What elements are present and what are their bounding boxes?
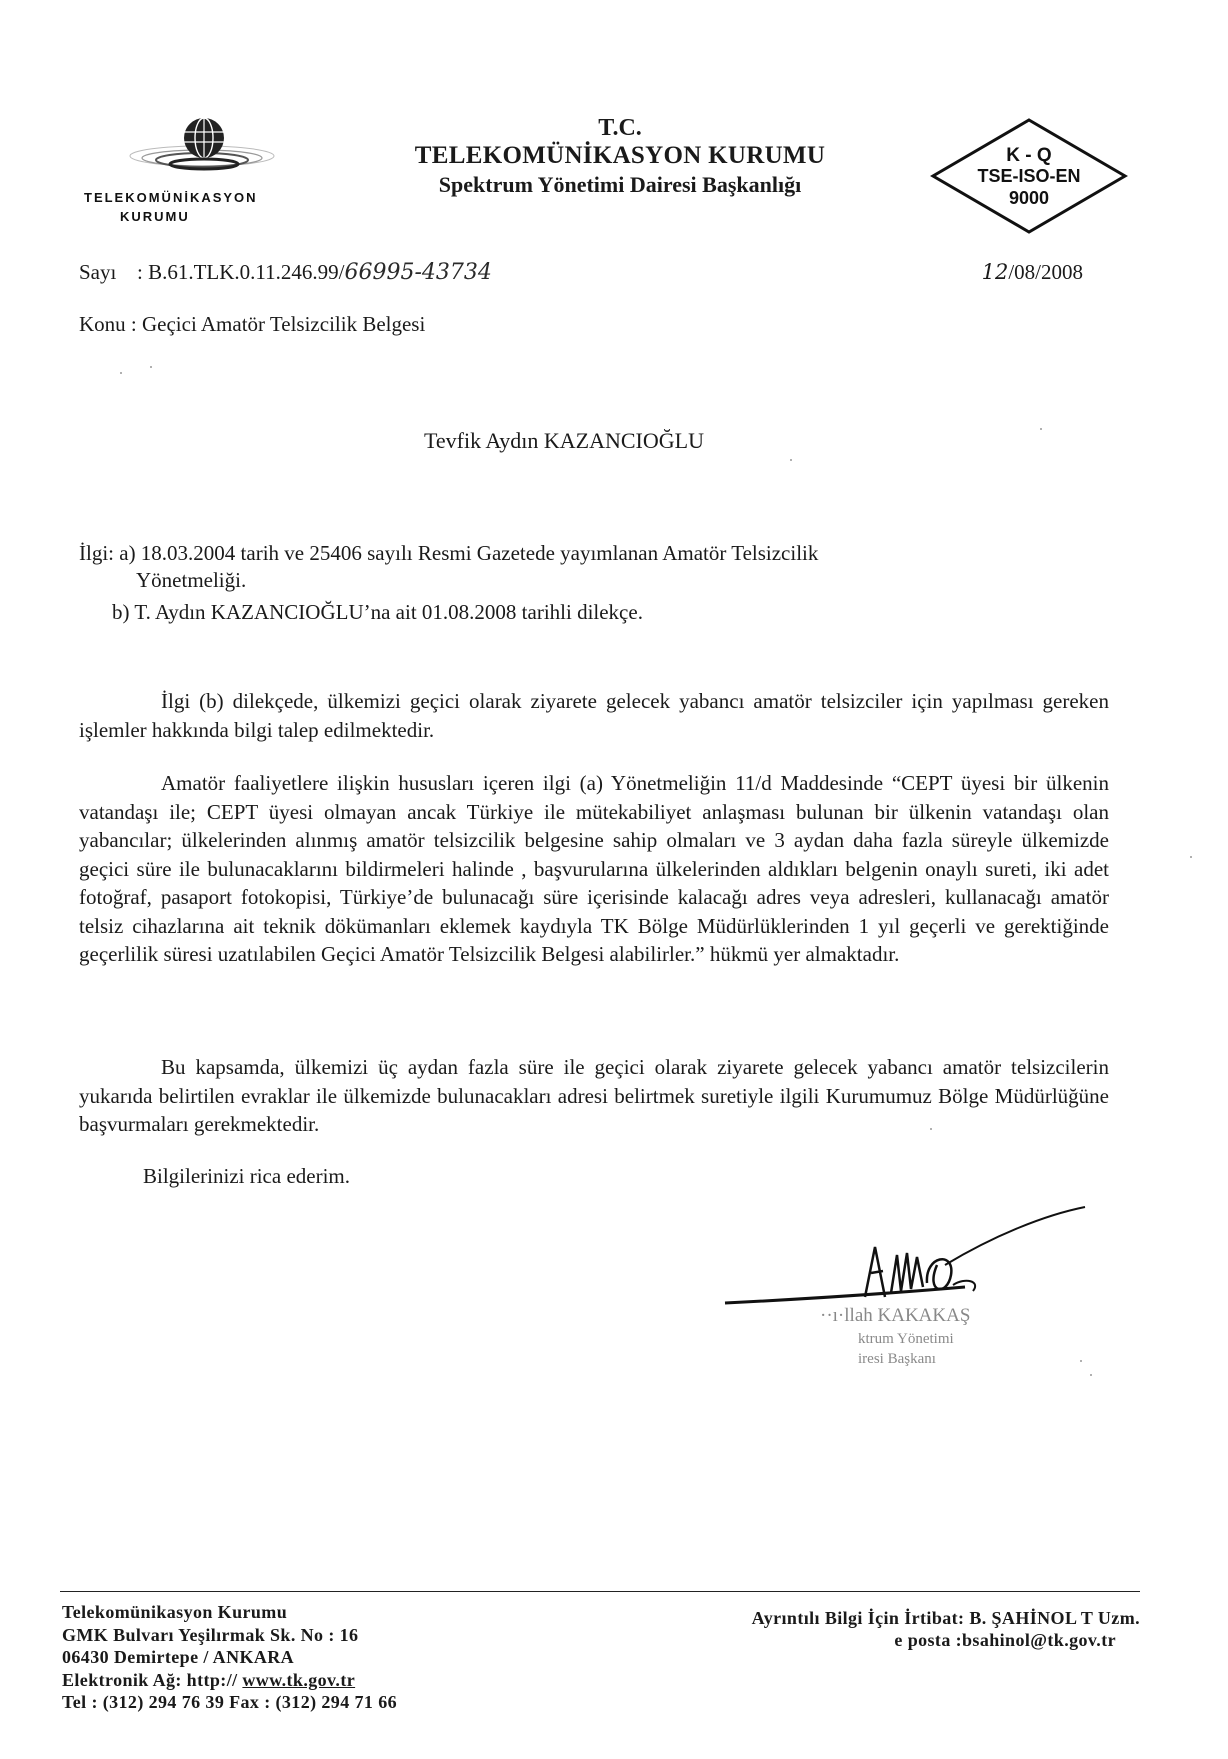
footer-street: GMK Bulvarı Yeşilırmak Sk. No : 16 xyxy=(62,1624,359,1645)
signatory-title-line1: ktrum Yönetimi xyxy=(858,1331,954,1347)
logo-text-line2: KURUMU xyxy=(120,209,190,224)
scan-speck xyxy=(1080,1360,1082,1362)
header-organization: TELEKOMÜNİKASYON KURUMU xyxy=(414,142,826,169)
paragraph-3-text: Bu kapsamda, ülkemizi üç aydan fazla süre ile geçici olarak ziyarete gelecek yabancı amatör telsizcilerin yukarıda belirtilen evraklar ile ülkemizde bulunacakları adresi belirtmek suretiyle ilgili Kurumumuz Bölge Müdürlüğüne başvurmaları gerekmektedir. xyxy=(79,1055,1109,1136)
reference-value: : B.61.TLK.0.11.246.99/ xyxy=(137,260,345,284)
paragraph-1-text: İlgi (b) dilekçede, ülkemizi geçici olarak ziyarete gelecek yabancı amatör telsizciler için yapılması gereken işlemler hakkında bilgi talep edilmektedir. xyxy=(79,689,1109,742)
signatory-name: ··ı·llah KAKAKAŞ xyxy=(820,1305,971,1326)
reference-label: Sayı xyxy=(79,260,117,284)
recipient-name: Tevfik Aydın KAZANCIOĞLU xyxy=(424,428,704,453)
scan-speck xyxy=(120,372,122,374)
date-rest: /08/2008 xyxy=(1008,260,1083,284)
scan-speck xyxy=(1040,428,1042,430)
footer-web xyxy=(62,1669,397,1692)
subject-line: Konu : Geçici Amatör Telsizcilik Belgesi xyxy=(79,312,426,336)
reference-a-line2: Yönetmeliği. xyxy=(136,568,247,592)
footer-tel-fax: Tel : (312) 294 76 39 Fax : (312) 294 71 66 xyxy=(62,1692,398,1712)
logo-text-line1: TELEKOMÜNİKASYON xyxy=(84,190,258,205)
paragraph-3 xyxy=(79,1053,1109,1139)
document-date xyxy=(982,258,1083,287)
paragraph-2 xyxy=(79,769,1109,969)
reference-handwritten: 66995-43734 xyxy=(344,260,492,285)
reference-b: b) T. Aydın KAZANCIOĞLU’na ait 01.08.2008 tarihli dilekçe. xyxy=(112,600,643,624)
tk-globe-logo-icon xyxy=(122,112,282,192)
paragraph-2-text: Amatör faaliyetlere ilişkin hususları içeren ilgi (a) Yönetmeliğin 11/d Maddesinde “CEPT üyesi bir ülkenin vatandaşı ile; CEPT üyesi olmayan ancak Türkiye ile mütekabiliyet anlaşması bulunan bir ülkenin vatandaşı olan yabancılar; ülkelerinden alınmış amatör telsizcilik belgesine sahip olmaları ve 3 aydan daha fazla süreyle ülkemizde geçici süre ile bulunacaklarını bildirmeleri halinde , başvurularına ülkelerinden aldıkları belgenin onaylı sureti, iki adet fotoğraf, pasaport fotokopisi, Türkiye’de bulunacağı süre içerisinde kalacağı adres veya adresleri, kullanacağı amatör telsiz cihazlarına ait teknik dökümanları eklemek kaydıyla TK Bölge Müdürlüklerinden 1 yıl geçerli ve gerektiğinde geçerlilik süresi uzatılabilen Geçici Amatör Telsizcilik Belgesi alabilirler.” hükmü yer almaktadır. xyxy=(79,771,1109,966)
paragraph-1 xyxy=(79,687,1109,744)
footer-city: 06430 Demirtepe / ANKARA xyxy=(62,1647,295,1667)
scan-speck xyxy=(1090,1374,1092,1376)
badge-line1: K - Q xyxy=(1006,145,1052,166)
footer-address xyxy=(62,1601,397,1714)
reference-a-line1: İlgi: a) 18.03.2004 tarih ve 25406 sayılı Resmi Gazetede yayımlanan Amatör Telsizcilik xyxy=(79,541,819,565)
footer-contact: Ayrıntılı Bilgi İçin İrtibat: B. ŞAHİNOL T Uzm. xyxy=(751,1608,1140,1628)
footer-web-link[interactable]: www.tk.gov.tr xyxy=(242,1669,356,1690)
scan-speck xyxy=(790,459,792,461)
header-tc: T.C. xyxy=(598,115,642,141)
footer-web-label: Elektronik Ağ: http:// xyxy=(62,1669,243,1690)
badge-line3: 9000 xyxy=(1008,188,1050,208)
date-day-handwritten: 12 xyxy=(981,260,1009,284)
iso-certification-badge-icon xyxy=(930,117,1128,235)
reference-number xyxy=(79,258,492,287)
badge-line2: TSE-ISO-EN xyxy=(977,166,1081,186)
closing-line: Bilgilerinizi rica ederim. xyxy=(143,1164,351,1188)
header-department: Spektrum Yönetimi Dairesi Başkanlığı xyxy=(438,172,802,197)
scan-speck xyxy=(1190,856,1192,858)
scan-speck xyxy=(930,1128,932,1130)
footer-org: Telekomünikasyon Kurumu xyxy=(62,1602,288,1622)
scan-speck xyxy=(150,366,152,368)
footer-email[interactable]: e posta :bsahinol@tk.gov.tr xyxy=(894,1630,1116,1650)
signatory-title-line2: iresi Başkanı xyxy=(858,1351,936,1367)
footer-divider xyxy=(60,1591,1140,1592)
